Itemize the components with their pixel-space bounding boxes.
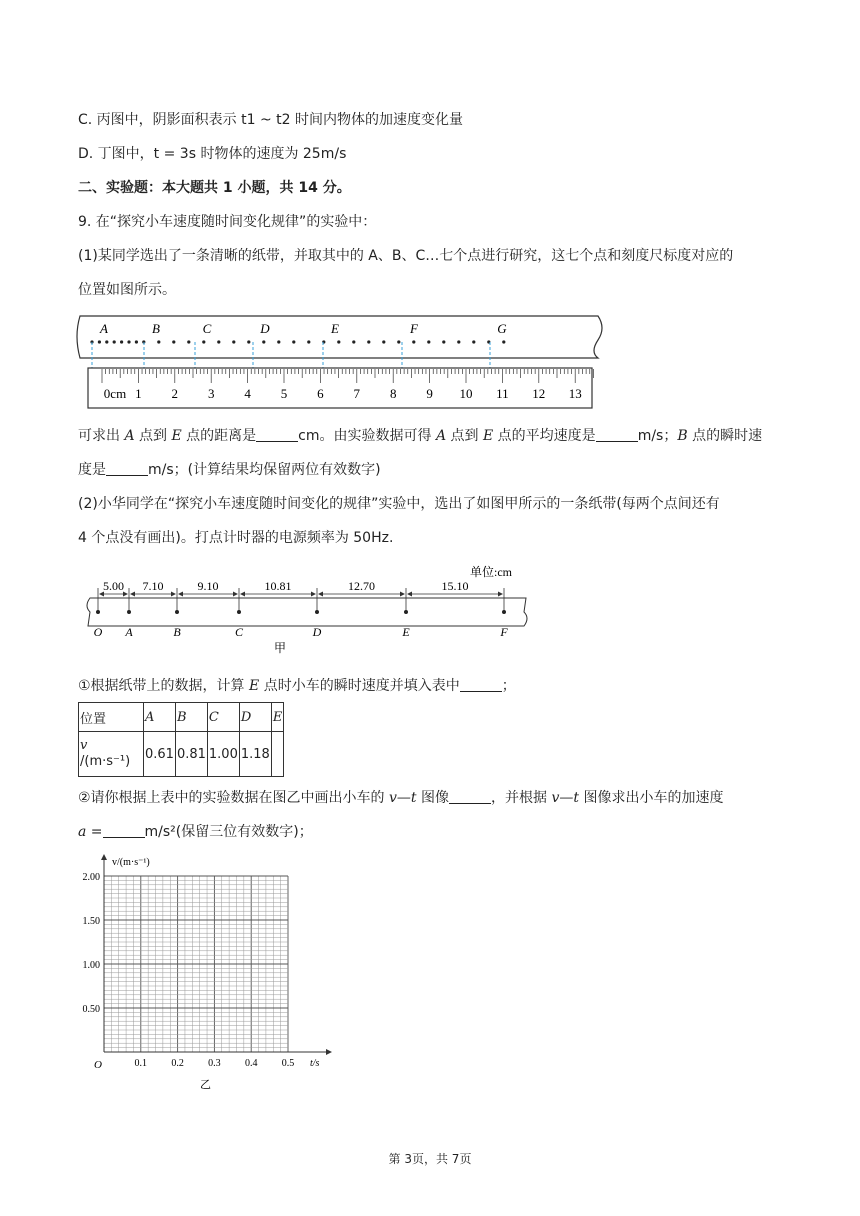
tape-point: [315, 610, 319, 614]
b-velocity-blank[interactable]: [106, 461, 148, 476]
table-cell: 1.00: [207, 732, 239, 777]
arrow-head: [178, 592, 183, 597]
y-tick-label: 1.00: [82, 960, 100, 971]
tape-point-label: D: [312, 625, 322, 639]
ruler-number: 10: [459, 386, 473, 401]
acceleration-blank[interactable]: [103, 823, 145, 838]
vt-grid-figure: [74, 852, 334, 1092]
tape-dot: [292, 340, 295, 343]
arrow-head: [311, 592, 316, 597]
table-cell: v /(m·s⁻¹): [79, 732, 144, 777]
tape-dot: [307, 340, 310, 343]
tape-dot: [262, 340, 265, 343]
question-1: ①根据纸带上的数据，计算 E 点时小车的瞬时速度并填入表中 ；: [78, 678, 516, 694]
segment-length: 9.10: [197, 579, 219, 593]
table-header-row: [79, 703, 284, 732]
segment-length: 7.10: [142, 579, 164, 593]
tape-point: [237, 610, 241, 614]
question-2-line2: a = m/s²(保留三位有效数字)；: [78, 824, 313, 840]
tape-dot: [367, 340, 370, 343]
table-cell: B: [175, 703, 207, 732]
tape-caption: 甲: [274, 641, 287, 655]
ruler-number: 11: [496, 386, 509, 401]
ruler-point-label: B: [152, 321, 160, 336]
tape-dot: [337, 340, 340, 343]
x-tick-label: 0.3: [208, 1058, 221, 1069]
y-tick-label: 0.50: [82, 1004, 100, 1015]
tape-dot: [127, 340, 130, 343]
table-cell: 1.18: [239, 732, 271, 777]
tape-dot: [113, 340, 116, 343]
tape-dot: [98, 340, 101, 343]
velocity-table: [78, 702, 284, 777]
avg-velocity-blank[interactable]: [596, 427, 638, 442]
table-cell: 0.81: [175, 732, 207, 777]
distance-blank[interactable]: [256, 427, 298, 442]
ruler-number: 4: [244, 386, 251, 401]
table-cell: D: [239, 703, 271, 732]
arrow-head: [233, 592, 238, 597]
ruler-number: 5: [280, 386, 288, 401]
tape-dot: [442, 340, 445, 343]
tape-figure: [84, 560, 534, 660]
table-row: [79, 732, 284, 777]
arrow-head: [407, 592, 412, 597]
tape-dot: [427, 340, 430, 343]
ruler-number: 13: [568, 386, 582, 401]
part1-answer-line2: 度是 m/s；(计算结果均保留两位有效数字): [78, 462, 381, 478]
tape-point-label: F: [500, 625, 508, 639]
tape-dot: [105, 340, 108, 343]
page-footer: 第 3页，共 7页: [388, 1152, 472, 1166]
tape-dot: [457, 340, 460, 343]
tape-dot: [187, 340, 190, 343]
option-d: D. 丁图中，t = 3s 时物体的速度为 25m/s: [78, 146, 347, 162]
segment-length: 15.10: [441, 579, 469, 593]
origin-label: O: [94, 1059, 102, 1071]
table-cell: E: [271, 703, 284, 732]
tape-dot: [352, 340, 355, 343]
option-c: C. 丙图中，阴影面积表示 t1 ~ t2 时间内物体的加速度变化量: [78, 112, 463, 128]
tape-point-label: A: [125, 625, 133, 639]
ruler-number: 0cm: [103, 386, 127, 401]
part1-answer-line1: 可求出 A 点到 E 点的距离是 cm。由实验数据可得 A 点到 E 点的平均速度是 m/s；B 点的瞬时速: [78, 428, 763, 444]
tape-dot: [382, 340, 385, 343]
part2-line1: (2)小华同学在“探究小车速度随时间变化的规律”实验中，选出了如图甲所示的一条纸带(每两个点间还有: [78, 496, 720, 512]
tape-unit: 单位:cm: [470, 565, 512, 579]
ruler-number: 12: [532, 386, 546, 401]
table-cell[interactable]: [271, 732, 284, 777]
tape-dot: [472, 340, 475, 343]
ruler-point-label: D: [260, 321, 270, 336]
ruler-point-label: E: [331, 321, 339, 336]
ruler-number: 1: [135, 386, 142, 401]
tape-point: [502, 610, 506, 614]
arrow-head: [130, 592, 135, 597]
question-2-line1: ②请你根据上表中的实验数据在图乙中画出小车的 v—t 图像 ，并根据 v—t 图像求出小车的加速度: [78, 790, 724, 806]
ruler-number: 8: [389, 386, 397, 401]
arrow-head: [498, 592, 503, 597]
y-tick-label: 2.00: [82, 872, 100, 883]
x-tick-label: 0.4: [244, 1058, 258, 1069]
tape-dot: [217, 340, 220, 343]
tape-point: [175, 610, 179, 614]
x-tick-label: 0.1: [134, 1058, 148, 1069]
part2-line2: 4 个点没有画出)。打点计时器的电源频率为 50Hz.: [78, 530, 394, 546]
table-cell: 0.61: [144, 732, 176, 777]
part1-line1: (1)某同学选出了一条清晰的纸带，并取其中的 A、B、C…七个点进行研究，这七个点和刻度尺标度对应的: [78, 248, 734, 264]
tape-point: [404, 610, 408, 614]
arrow-head: [400, 592, 405, 597]
segment-length: 10.81: [264, 579, 292, 593]
tape-dot: [172, 340, 175, 343]
tape-dot: [157, 340, 160, 343]
tape-point-label: O: [93, 625, 103, 639]
question-9: 9. 在“探究小车速度随时间变化规律”的实验中：: [78, 214, 377, 230]
grid-caption: 乙: [200, 1079, 211, 1091]
tape-point-label: B: [173, 625, 181, 639]
tape-point-label: C: [234, 625, 244, 639]
part1-line2: 位置如图所示。: [78, 282, 176, 298]
ruler-point-label: A: [100, 321, 108, 336]
ruler-number: 2: [171, 386, 179, 401]
tape-dot: [397, 340, 400, 343]
arrow-head: [318, 592, 323, 597]
tape-point-label: E: [402, 625, 410, 639]
arrow-head: [171, 592, 176, 597]
segment-length: 5.00: [103, 579, 124, 593]
ruler-figure: [76, 312, 606, 412]
ruler-point-label: G: [497, 321, 507, 336]
arrow-head: [240, 592, 245, 597]
y-tick-label: 1.50: [82, 916, 100, 927]
table-cell: A: [144, 703, 176, 732]
tape-dot: [247, 340, 250, 343]
x-tick-label: 0.2: [171, 1058, 184, 1069]
tape-dot: [412, 340, 415, 343]
ruler-point-label: F: [410, 321, 418, 336]
e-velocity-blank[interactable]: [460, 677, 502, 692]
graph-blank[interactable]: [449, 789, 491, 804]
y-axis-label: v/(m·s⁻¹): [112, 857, 150, 868]
table-cell: 位置: [79, 703, 144, 732]
ruler-number: 6: [317, 386, 324, 401]
tape-dot: [202, 340, 205, 343]
table-cell: C: [207, 703, 239, 732]
ruler-point-label: C: [202, 321, 212, 336]
x-axis-label: t/s: [310, 1058, 320, 1069]
segment-length: 12.70: [348, 579, 375, 593]
ruler-number: 3: [207, 386, 215, 401]
tape-dot: [502, 340, 505, 343]
x-tick-label: 0.5: [281, 1058, 295, 1069]
tape-dot: [232, 340, 235, 343]
section-heading: 二、实验题：本大题共 1 小题，共 14 分。: [78, 180, 351, 196]
tape-dot: [135, 340, 138, 343]
ruler-number: 7: [353, 386, 361, 401]
tape-point: [96, 610, 100, 614]
tape-dot: [277, 340, 280, 343]
ruler-number: 9: [426, 386, 433, 401]
tape-point: [127, 610, 131, 614]
tape-dot: [120, 340, 123, 343]
